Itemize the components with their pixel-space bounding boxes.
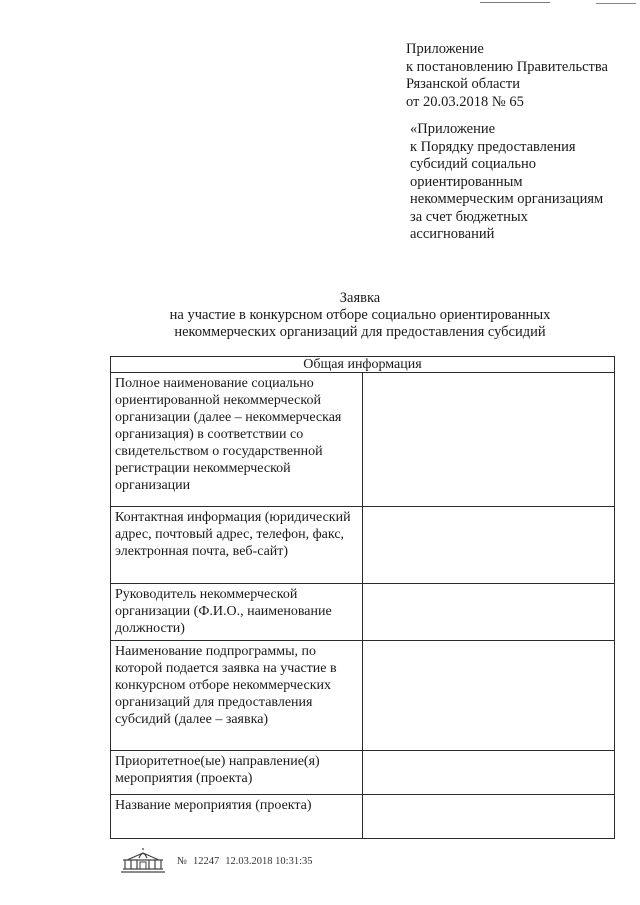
row-label: Руководитель некоммерческой организации (Ф.И.О., наименование должности): [111, 584, 363, 641]
table-row: [111, 584, 615, 641]
row-value-field[interactable]: [362, 795, 614, 839]
table-row: [111, 373, 615, 507]
general-info-table: [110, 356, 615, 839]
appendix-line: ассигнований: [410, 226, 495, 242]
header-line: к постановлению Правительства: [406, 58, 608, 75]
row-value-field[interactable]: [362, 584, 614, 641]
resolution-header: [406, 41, 608, 111]
document-title: [0, 290, 640, 341]
table-row: [111, 795, 615, 839]
title-line: на участие в конкурсном отборе социально ориентированных: [169, 307, 551, 323]
row-value-field[interactable]: [362, 751, 614, 795]
table-header: Общая информация: [111, 357, 615, 373]
row-label: Наименование подпрограммы, по которой подается заявка на участие в конкурсном отборе некоммерческих организаций для предоставления субсидий (далее – заявка): [111, 641, 363, 751]
row-label: Контактная информация (юридический адрес, почтовый адрес, телефон, факс, электронная почта, веб-сайт): [111, 507, 363, 584]
stamp-number-label: №: [177, 855, 188, 867]
stamp-datetime: 12.03.2018 10:31:35: [225, 855, 313, 867]
row-value-field[interactable]: [362, 641, 614, 751]
stamp-number: 12247: [193, 855, 220, 867]
table-row: [111, 507, 615, 584]
row-label: Полное наименование социально ориентированной некоммерческой организации (далее – некоммерческая организация) в соответствии со свидетельством о государственной регистрации некоммерческой организации: [111, 373, 363, 507]
appendix-line: ориентированным: [410, 173, 523, 190]
header-line: Приложение: [406, 41, 484, 57]
scan-artifact: [480, 2, 550, 3]
row-label: Название мероприятия (проекта): [111, 795, 363, 839]
title-line: Заявка: [339, 290, 381, 306]
table-row: [111, 751, 615, 795]
registration-stamp: [117, 848, 313, 874]
table-header-row: [111, 357, 615, 373]
appendix-line: «Приложение: [410, 121, 496, 137]
appendix-header: [410, 121, 603, 244]
scan-artifact: [596, 3, 636, 4]
appendix-line: к Порядку предоставления: [410, 138, 576, 155]
title-line: некоммерческих организаций для предоставления субсидий: [174, 324, 546, 340]
header-line: Рязанской области: [406, 76, 520, 92]
row-value-field[interactable]: [362, 507, 614, 584]
appendix-line: за счет бюджетных: [410, 208, 528, 225]
appendix-line: некоммерческим организациям: [410, 191, 604, 207]
government-building-icon: [117, 848, 169, 874]
header-line: от 20.03.2018 № 65: [406, 93, 524, 110]
row-label: Приоритетное(ые) направление(я) мероприятия (проекта): [111, 751, 363, 795]
appendix-line: субсидий социально: [410, 156, 537, 172]
row-value-field[interactable]: [362, 373, 614, 507]
table-row: [111, 641, 615, 751]
